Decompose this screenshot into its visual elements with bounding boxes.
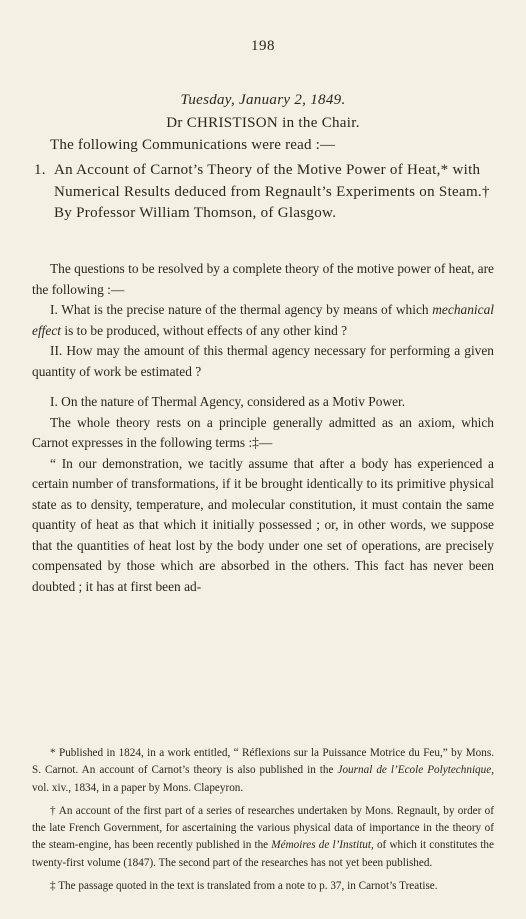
footnotes [32, 745, 494, 901]
paragraph-question-1 [32, 300, 494, 341]
paragraph-question-2: II. How may the amount of this thermal agency necessary for performing a given quantity of work be estimated ? [32, 343, 494, 379]
paragraph-theory: The whole theory rests on a principle generally admitted as an axiom, which Carnot expresses in the following terms :‡— [32, 414, 494, 450]
meeting-date: Tuesday, January 2, 1849. [180, 92, 346, 108]
footnote-1-emphasis: Journal de l’Ecole Polytechnique, [337, 764, 495, 777]
footnote-2-emphasis: Mémoires de l’Institut, [271, 839, 374, 852]
footnote-1-a: * Published in 1824, in a work entitled, “ Réflexions sur la Puissance Motrice du Feu,” by Mons. S. Carnot. An account of Carnot’s theory is also published in the [32, 747, 494, 777]
footnote-3: ‡ The passage quoted in the text is translated from a note to p. 37, in Carnot’s Treatise. [50, 880, 438, 893]
question-1-post: is to be produced, without effects of any other kind ? [61, 322, 348, 338]
footnote-1-b: vol. xiv., 1834, in a paper by Mons. Clapeyron. [32, 781, 244, 794]
page-number: 198 [251, 38, 275, 54]
paragraph-questions-intro: The questions to be resolved by a complete theory of the motive power of heat, are the following :— [32, 261, 494, 297]
footnote-2-a: † An account of the first part of a series of researches undertaken by Mons. Regnault, by order of the late French Government, for ascertaining the various physical data of importance in the theory of the steam-engine, has been recently published in the [32, 804, 494, 852]
footnote-1 [32, 745, 494, 797]
main-text [32, 259, 494, 597]
communication-title [34, 160, 504, 225]
paragraph-quote: “ In our demonstration, we tacitly assume that after a body has experienced a certain number of transformations, if it be brought identically to its primitive physical state as to density, temperature, and molecular constitution, it must contain the same quantity of heat as that which it initially possessed ; or, in other words, we suppose that the quantities of heat lost by the body under one set of operations, are precisely compensated by those which are absorbed in the others. This fact has never been doubted ; it has at first been ad- [32, 455, 494, 594]
footnote-2-b: of which it constitutes the twenty-first volume (1847). The second part of the researches has not yet been published. [32, 839, 494, 869]
footnote-2 [32, 803, 494, 872]
question-1-emphasis: mechanical effect [32, 302, 494, 338]
communications-intro: The following Communications were read :— [50, 137, 336, 153]
communication-title-text: An Account of Carnot’s Theory of the Motive Power of Heat,* with Numerical Results deduced from Regnault’s Experiments on Steam.† By Professor William Thomson, of Glasgow. [54, 162, 490, 221]
meeting-chair: Dr CHRISTISON in the Chair. [166, 115, 360, 131]
question-1-pre: I. What is the precise nature of the thermal agency by means of which [50, 302, 433, 317]
communication-number: 1. [34, 162, 46, 178]
section-heading: I. On the nature of Thermal Agency, considered as a Motiv Power. [50, 394, 406, 409]
